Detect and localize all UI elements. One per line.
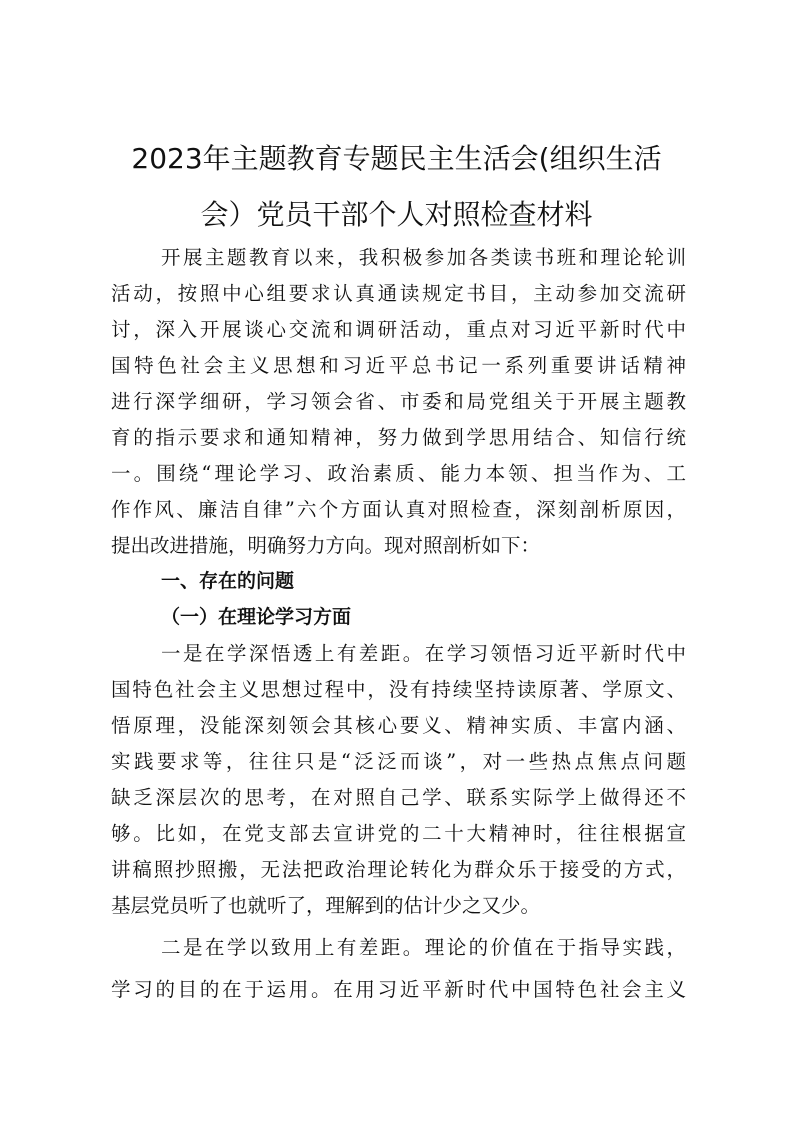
paragraph-line: 进行深学细研，学习领会省、市委和局党组关于开展主题教 xyxy=(111,390,686,413)
paragraph-line: 活动，按照中心组要求认真通读规定书目，主动参加交流研 xyxy=(111,282,686,305)
document-title-line-2: 会）党员干部个人对照检查材料 xyxy=(200,198,593,231)
paragraph-line: 作作风、廉洁自律”六个方面认真对照检查，深刻剖析原因， xyxy=(111,498,686,521)
paragraph-line: 学习的目的在于运用。在用习近平新时代中国特色社会主义 xyxy=(111,978,686,1001)
paragraph-line: 缺乏深层次的思考，在对照自己学、联系实际学上做得还不 xyxy=(111,786,686,809)
section-heading: 一、存在的问题 xyxy=(161,570,295,592)
document-title-line-1: 2023年主题教育专题民主生活会(组织生活 xyxy=(131,142,662,175)
paragraph-line: 国特色社会主义思想过程中，没有持续坚持读原著、学原文、 xyxy=(111,678,686,701)
paragraph-line: 基层党员听了也就听了，理解到的估计少之又少。 xyxy=(111,894,541,917)
paragraph-line: 开展主题教育以来，我积极参加各类读书班和理论轮训 xyxy=(161,246,686,269)
paragraph-line: 讨，深入开展谈心交流和调研活动，重点对习近平新时代中 xyxy=(111,318,686,341)
paragraph-line: 讲稿照抄照搬，无法把政治理论转化为群众乐于接受的方式， xyxy=(111,858,686,881)
paragraph-line: 够。比如，在党支部去宣讲党的二十大精神时，往往根据宣 xyxy=(111,822,686,845)
paragraph-line: 一是在学深悟透上有差距。在学习领悟习近平新时代中 xyxy=(161,642,686,665)
subsection-heading: （一）在理论学习方面 xyxy=(161,606,352,628)
paragraph-line: 一。围绕“理论学习、政治素质、能力本领、担当作为、工 xyxy=(111,462,686,485)
paragraph-line: 二是在学以致用上有差距。理论的价值在于指导实践， xyxy=(161,936,686,959)
paragraph-line: 国特色社会主义思想和习近平总书记一系列重要讲话精神 xyxy=(111,354,686,377)
paragraph-line: 实践要求等，往往只是“泛泛而谈”，对一些热点焦点问题 xyxy=(111,750,686,773)
paragraph-line: 提出改进措施，明确努力方向。现对照剖析如下： xyxy=(111,534,541,557)
paragraph-line: 悟原理，没能深刻领会其核心要义、精神实质、丰富内涵、 xyxy=(111,714,686,737)
paragraph-line: 育的指示要求和通知精神，努力做到学思用结合、知信行统 xyxy=(111,426,686,449)
